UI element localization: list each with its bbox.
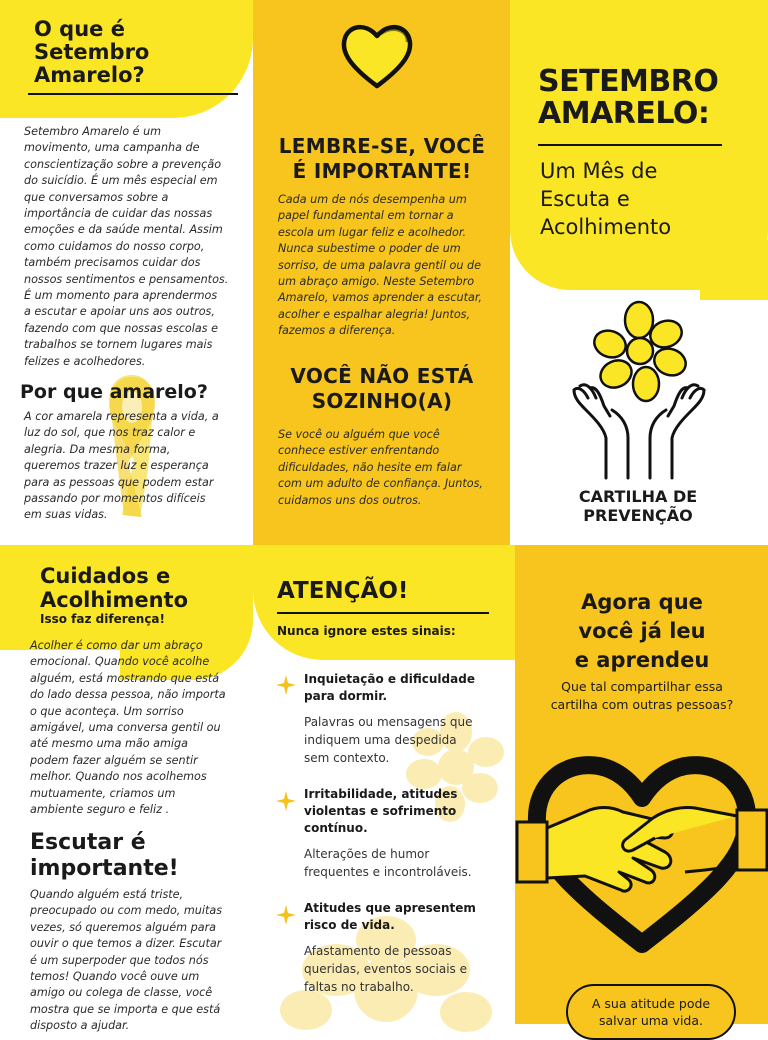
panel4-body: Acolher é como dar um abraço emocional. Quando você acolhe alguém, está mostrando que está do lado dessa pessoa, não importa o que aconteça. Um sorriso amigável, uma conversa gentil ou até mesmo uma mão amiga podem fazer alguém se sentir melhor. Quando nos acolhemos mutuamente, criamos um ambiente seguro e feliz .	[30, 639, 226, 817]
panel2-body: Cada um de nós desempenha um papel fundamental em tornar a escola um lugar feliz e acolhedor. Nunca subestime o poder de um sorriso, de uma palavra gentil ou de um abraço amigo. Neste Setembro Amarelo, vamos aprender a escutar, acolher e espalhar alegria! Juntos, fazemos a diferença.	[278, 193, 482, 338]
panel4-sub-body: Quando alguém está triste, preocupado ou com medo, muitas vezes, só queremos alguém para ouvir o que temos a dizer. Escutar é um superpoder que todos nós temos! Quando você ouve um amigo ou colega de classe, você mostra que se importa e que está disposto a ajudar.	[30, 888, 223, 1033]
panel1-title-rule	[28, 93, 238, 95]
panel2-sub-body: Se você ou alguém que você conhece estiver enfrentando dificuldades, não hesite em falar com um adulto de confiança. Juntos, cuidamos uns dos outros.	[278, 428, 483, 507]
sign-1: Inquietação e dificuldade para dormir. Palavras ou mensagens que indiquem uma despedida sem contexto.	[304, 672, 475, 765]
panel6-pill: A sua atitude pode salvar uma vida.	[566, 984, 736, 1040]
panel5-intro: Nunca ignore estes sinais:	[277, 624, 456, 638]
panel5-title: ATENÇÃO!	[277, 578, 409, 604]
panel3-corner-fill	[700, 240, 768, 300]
panel3-title: SETEMBRO AMARELO:	[538, 64, 719, 131]
panel2-subtitle: VOCÊ NÃO ESTÁ SOZINHO(A)	[290, 364, 474, 413]
sparkle-icon	[276, 905, 296, 925]
panel4-tagline: Isso faz diferença!	[40, 612, 165, 626]
panel1-sub-body: A cor amarela representa a vida, a luz do sol, que nos traz calor e alegria. Da mesma forma, queremos trazer luz e esperança para as pessoas que podem estar passando por momentos difíceis em suas vidas.	[24, 410, 219, 522]
sign-2: Irritabilidade, atitudes violentas e sofrimento contínuo. Alterações de humor frequentes e incontroláveis.	[304, 787, 472, 879]
sign-3: Atitudes que apresentem risco de vida. Afastamento de pessoas queridas, eventos sociais e faltas no trabalho.	[304, 901, 476, 994]
panel4-title: Cuidados e Acolhimento	[40, 564, 189, 612]
panel5-title-rule	[277, 612, 489, 614]
sparkle-icon	[276, 675, 296, 695]
sparkle-icon	[276, 791, 296, 811]
panel1-subtitle: Por que amarelo?	[20, 381, 208, 403]
panel1-body: Setembro Amarelo é um movimento, uma campanha de conscientização sobre a prevenção do suicídio. É um mês especial em que conversamos sobre a importância de cuidar das nossas emoções e da saúde mental. Assim como cuidamos do nosso corpo, também precisamos cuidar dos nossos sentimentos e pensamentos. É um momento para aprendermos a escutar e apoiar uns aos outros, fazendo com que nossas escolas e trabalhos se tornem lugares mais felizes e acolhedores.	[24, 125, 229, 368]
panel3-title-rule	[538, 144, 722, 146]
flower-hands-icon	[566, 298, 712, 482]
panel4-subtitle: Escutar é importante!	[30, 830, 179, 881]
panel3-subtitle: Um Mês de Escuta e Acolhimento	[540, 159, 672, 239]
panel6-body: Que tal compartilhar essa cartilha com outras pessoas?	[550, 679, 734, 712]
panel2-title: LEMBRE-SE, VOCÊ É IMPORTANTE!	[278, 134, 486, 183]
panel3-footer: CARTILHA DE PREVENÇÃO	[578, 487, 698, 525]
panel6-title: Agora que você já leu e aprendeu	[574, 590, 710, 672]
heart-icon	[337, 20, 417, 92]
heart-handshake-icon	[515, 752, 768, 952]
panel1-title: O que é Setembro Amarelo?	[34, 17, 150, 87]
